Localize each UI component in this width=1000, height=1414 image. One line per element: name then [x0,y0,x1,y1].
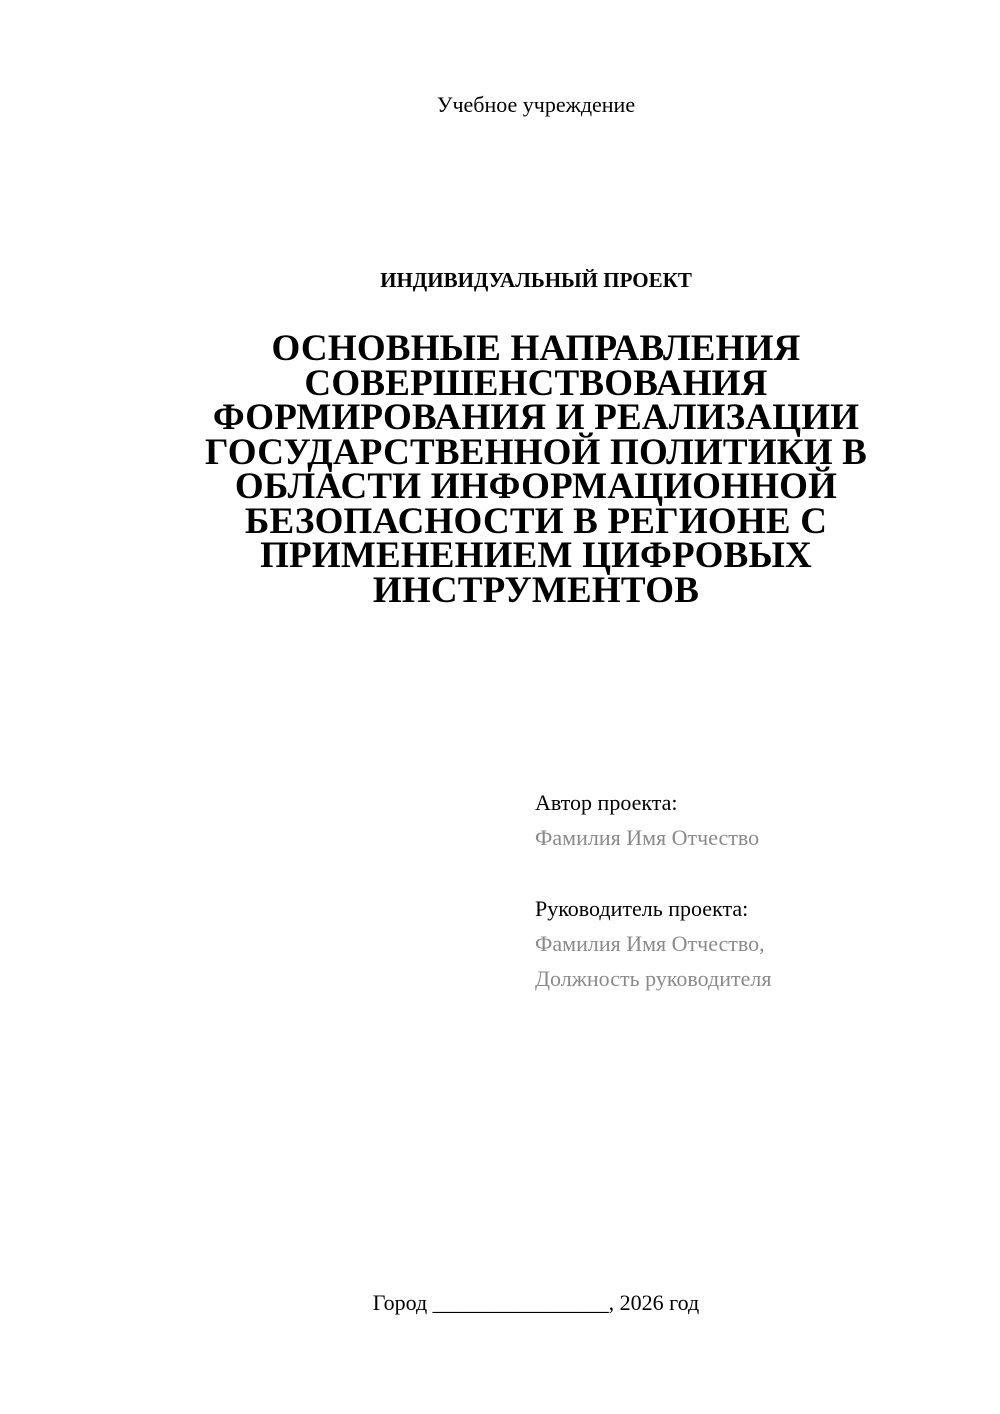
author-name: Фамилия Имя Отчество [535,825,760,850]
title-line: БЕЗОПАСНОСТИ В РЕГИОНЕ С [244,500,828,542]
supervisor-name: Фамилия Имя Отчество, [535,931,765,956]
title-line: ИНСТРУМЕНТОВ [372,569,700,611]
institution-name: Учебное учреждение [436,92,636,117]
supervisor-position: Должность руководителя [535,966,772,991]
title-line: ОБЛАСТИ ИНФОРМАЦИОННОЙ [234,466,838,507]
city-year-footer: Город ________________, 2026 год [372,1290,700,1315]
project-title [150,328,922,611]
title-line: ГОСУДАРСТВЕННОЙ ПОЛИТИКИ В [204,431,868,473]
supervisor-label: Руководитель проекта: [535,896,749,921]
title-line: ФОРМИРОВАНИЯ И РЕАЛИЗАЦИИ [212,397,860,438]
supervisor-block [535,896,771,992]
title-line: ОСНОВНЫЕ НАПРАВЛЕНИЯ [271,328,801,369]
title-line: СОВЕРШЕНСТВОВАНИЯ [304,362,768,404]
author-block [535,790,759,851]
title-line: ПРИМЕНЕНИЕМ ЦИФРОВЫХ [260,535,812,576]
author-label: Автор проекта: [535,790,678,815]
project-type-heading: ИНДИВИДУАЛЬНЫЙ ПРОЕКТ [380,268,692,292]
